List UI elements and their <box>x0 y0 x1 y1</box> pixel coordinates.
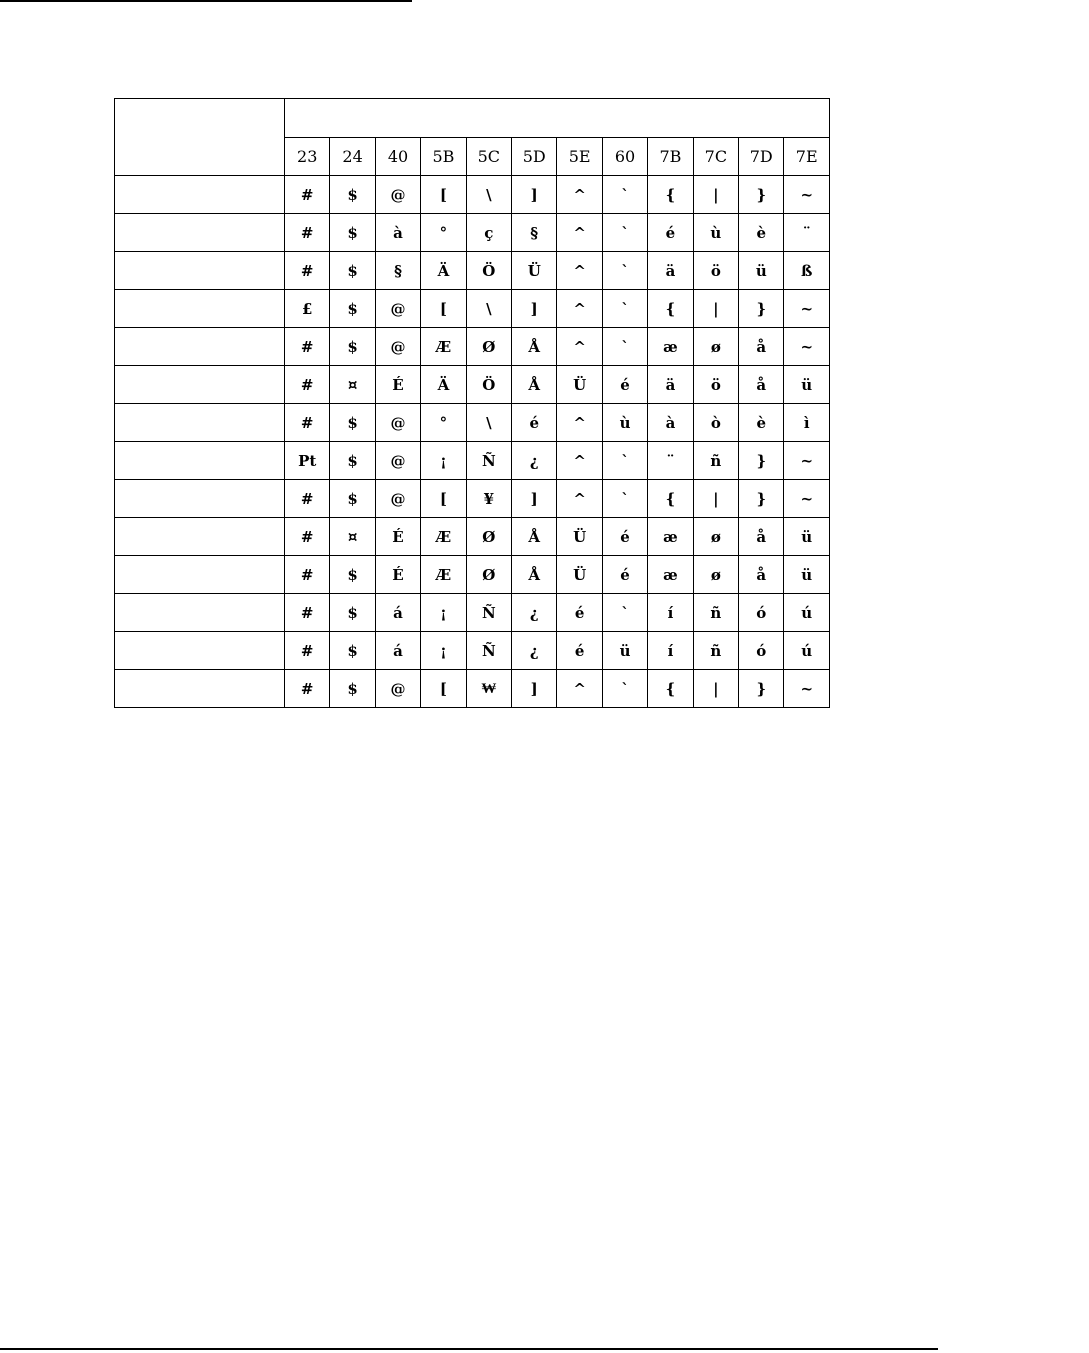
character-cell: ^ <box>557 176 602 214</box>
character-cell: [ <box>421 290 466 328</box>
character-cell: Ü <box>557 366 602 404</box>
country-label-cell <box>115 328 285 366</box>
character-cell: Ñ <box>466 632 511 670</box>
character-cell: é <box>602 366 647 404</box>
character-cell: Å <box>512 556 557 594</box>
character-cell: Ö <box>466 366 511 404</box>
country-label-cell <box>115 632 285 670</box>
character-cell: # <box>285 670 330 708</box>
character-cell: é <box>512 404 557 442</box>
character-cell: } <box>739 176 784 214</box>
character-cell: ü <box>739 252 784 290</box>
bottom-rule <box>0 1348 938 1350</box>
character-cell: ç <box>466 214 511 252</box>
character-cell: | <box>693 670 738 708</box>
character-cell: # <box>285 594 330 632</box>
character-cell: Ü <box>557 556 602 594</box>
character-cell: ö <box>693 366 738 404</box>
character-cell: # <box>285 366 330 404</box>
character-cell: ú <box>784 594 830 632</box>
character-cell: | <box>693 480 738 518</box>
international-character-table <box>114 98 830 708</box>
character-cell: Å <box>512 518 557 556</box>
character-cell: Ö <box>466 252 511 290</box>
character-cell: Æ <box>421 556 466 594</box>
country-label-cell <box>115 252 285 290</box>
country-label-cell <box>115 480 285 518</box>
character-cell: # <box>285 176 330 214</box>
character-cell: } <box>739 442 784 480</box>
character-cell: Ä <box>421 366 466 404</box>
hex-code-header-23: 23 <box>285 138 330 176</box>
table-row <box>115 214 830 252</box>
character-cell: ó <box>739 594 784 632</box>
hex-code-header-7b: 7B <box>648 138 693 176</box>
hex-code-header-7d: 7D <box>739 138 784 176</box>
corner-header-cell <box>115 99 285 176</box>
character-cell: # <box>285 214 330 252</box>
character-cell: ¥ <box>466 480 511 518</box>
character-cell: ^ <box>557 290 602 328</box>
character-cell: { <box>648 480 693 518</box>
character-cell: # <box>285 518 330 556</box>
character-cell: Ø <box>466 328 511 366</box>
character-cell: $ <box>330 328 375 366</box>
character-cell: à <box>648 404 693 442</box>
hex-code-header-5b: 5B <box>421 138 466 176</box>
character-cell: ¤ <box>330 366 375 404</box>
character-cell: ] <box>512 290 557 328</box>
character-cell: $ <box>330 290 375 328</box>
table-row <box>115 632 830 670</box>
character-cell: ù <box>602 404 647 442</box>
hex-code-header-5c: 5C <box>466 138 511 176</box>
hex-code-header-5e: 5E <box>557 138 602 176</box>
character-cell: ` <box>602 176 647 214</box>
character-cell: # <box>285 480 330 518</box>
character-cell: ò <box>693 404 738 442</box>
character-cell: ì <box>784 404 830 442</box>
character-cell: ~ <box>784 290 830 328</box>
character-cell: Ü <box>557 518 602 556</box>
character-cell: ` <box>602 480 647 518</box>
country-label-cell <box>115 214 285 252</box>
character-cell: ø <box>693 328 738 366</box>
character-cell: ` <box>602 214 647 252</box>
character-cell: å <box>739 518 784 556</box>
character-cell: ñ <box>693 594 738 632</box>
character-cell: ~ <box>784 176 830 214</box>
table-row <box>115 556 830 594</box>
character-cell: # <box>285 404 330 442</box>
character-cell: @ <box>375 404 420 442</box>
table-row <box>115 366 830 404</box>
hex-code-header-60: 60 <box>602 138 647 176</box>
character-cell: É <box>375 366 420 404</box>
character-cell: ^ <box>557 670 602 708</box>
table-row <box>115 480 830 518</box>
character-cell: æ <box>648 518 693 556</box>
character-cell: @ <box>375 176 420 214</box>
character-cell: ö <box>693 252 738 290</box>
character-cell: Ø <box>466 518 511 556</box>
character-cell: ` <box>602 290 647 328</box>
character-cell: ] <box>512 480 557 518</box>
character-cell: ^ <box>557 214 602 252</box>
character-cell: # <box>285 556 330 594</box>
character-cell: è <box>739 214 784 252</box>
character-cell: é <box>602 556 647 594</box>
country-label-cell <box>115 670 285 708</box>
character-cell: ¡ <box>421 594 466 632</box>
character-cell: ` <box>602 594 647 632</box>
character-cell: $ <box>330 632 375 670</box>
character-cell: å <box>739 328 784 366</box>
character-cell: ¨ <box>648 442 693 480</box>
character-cell: § <box>375 252 420 290</box>
character-cell: [ <box>421 670 466 708</box>
character-cell: ¡ <box>421 442 466 480</box>
character-cell: ú <box>784 632 830 670</box>
character-cell: ó <box>739 632 784 670</box>
table-row <box>115 252 830 290</box>
character-cell: £ <box>285 290 330 328</box>
character-cell: Ñ <box>466 594 511 632</box>
country-label-cell <box>115 442 285 480</box>
character-cell: ~ <box>784 480 830 518</box>
character-cell: $ <box>330 670 375 708</box>
character-cell: @ <box>375 290 420 328</box>
table-row <box>115 290 830 328</box>
character-cell: $ <box>330 214 375 252</box>
character-cell: É <box>375 556 420 594</box>
character-cell: í <box>648 594 693 632</box>
character-cell: ñ <box>693 442 738 480</box>
hex-code-header-40: 40 <box>375 138 420 176</box>
character-cell: ^ <box>557 480 602 518</box>
character-cell: Ø <box>466 556 511 594</box>
character-cell: é <box>557 632 602 670</box>
character-cell: ^ <box>557 252 602 290</box>
character-cell: å <box>739 556 784 594</box>
table-row <box>115 518 830 556</box>
character-cell: å <box>739 366 784 404</box>
character-cell: $ <box>330 480 375 518</box>
hex-code-header-24: 24 <box>330 138 375 176</box>
character-cell: @ <box>375 328 420 366</box>
character-cell: § <box>512 214 557 252</box>
character-cell: Å <box>512 328 557 366</box>
character-cell: ` <box>602 328 647 366</box>
character-cell: Å <box>512 366 557 404</box>
table-row <box>115 176 830 214</box>
country-label-cell <box>115 556 285 594</box>
character-cell: @ <box>375 480 420 518</box>
character-cell: é <box>602 518 647 556</box>
character-cell: ü <box>784 518 830 556</box>
character-cell: É <box>375 518 420 556</box>
table-row <box>115 328 830 366</box>
country-label-cell <box>115 594 285 632</box>
character-cell: } <box>739 670 784 708</box>
character-cell: # <box>285 632 330 670</box>
character-cell: Ñ <box>466 442 511 480</box>
character-cell: í <box>648 632 693 670</box>
character-cell: Æ <box>421 518 466 556</box>
character-cell: è <box>739 404 784 442</box>
character-cell: ^ <box>557 404 602 442</box>
character-cell: $ <box>330 404 375 442</box>
character-cell: ü <box>602 632 647 670</box>
table-row <box>115 594 830 632</box>
character-cell: ¿ <box>512 442 557 480</box>
character-cell: æ <box>648 556 693 594</box>
character-cell: Ü <box>512 252 557 290</box>
character-cell: ø <box>693 518 738 556</box>
character-cell: } <box>739 480 784 518</box>
character-cell: ä <box>648 366 693 404</box>
country-label-cell <box>115 518 285 556</box>
character-cell: \ <box>466 176 511 214</box>
character-cell: ß <box>784 252 830 290</box>
character-cell: | <box>693 176 738 214</box>
character-cell: ñ <box>693 632 738 670</box>
character-cell: æ <box>648 328 693 366</box>
character-cell: [ <box>421 480 466 518</box>
character-cell: ~ <box>784 442 830 480</box>
character-cell: ü <box>784 556 830 594</box>
character-cell: } <box>739 290 784 328</box>
character-cell: $ <box>330 556 375 594</box>
country-label-cell <box>115 176 285 214</box>
character-cell: $ <box>330 442 375 480</box>
character-cell: # <box>285 252 330 290</box>
character-cell: ` <box>602 670 647 708</box>
character-cell: ^ <box>557 328 602 366</box>
table-body <box>115 176 830 708</box>
character-cell: é <box>557 594 602 632</box>
character-cell: ^ <box>557 442 602 480</box>
character-cell: ~ <box>784 670 830 708</box>
character-cell: ] <box>512 176 557 214</box>
character-cell: á <box>375 632 420 670</box>
character-cell: $ <box>330 176 375 214</box>
hex-code-header-5d: 5D <box>512 138 557 176</box>
character-cell: á <box>375 594 420 632</box>
character-cell: ä <box>648 252 693 290</box>
group-header-row <box>115 99 830 138</box>
character-cell: { <box>648 290 693 328</box>
character-cell: ¤ <box>330 518 375 556</box>
character-cell: @ <box>375 442 420 480</box>
country-label-cell <box>115 366 285 404</box>
character-cell: ° <box>421 404 466 442</box>
character-cell: | <box>693 290 738 328</box>
character-cell: ù <box>693 214 738 252</box>
group-header-cell <box>285 99 830 138</box>
character-cell: $ <box>330 594 375 632</box>
character-cell: { <box>648 670 693 708</box>
table-row <box>115 442 830 480</box>
hex-code-header-7c: 7C <box>693 138 738 176</box>
character-cell: ` <box>602 252 647 290</box>
character-cell: à <box>375 214 420 252</box>
character-cell: Pt <box>285 442 330 480</box>
character-cell: ` <box>602 442 647 480</box>
character-cell: Ä <box>421 252 466 290</box>
character-cell: [ <box>421 176 466 214</box>
character-cell: ¡ <box>421 632 466 670</box>
character-cell: \ <box>466 290 511 328</box>
table-row <box>115 670 830 708</box>
character-cell: ¨ <box>784 214 830 252</box>
character-cell: # <box>285 328 330 366</box>
character-cell: { <box>648 176 693 214</box>
hex-code-header-7e: 7E <box>784 138 830 176</box>
character-cell: é <box>648 214 693 252</box>
character-cell: ¿ <box>512 632 557 670</box>
character-cell: \ <box>466 404 511 442</box>
character-cell: ° <box>421 214 466 252</box>
character-cell: ü <box>784 366 830 404</box>
character-cell: ] <box>512 670 557 708</box>
character-cell: Æ <box>421 328 466 366</box>
table-row <box>115 404 830 442</box>
character-cell: ø <box>693 556 738 594</box>
character-cell: ₩ <box>466 670 511 708</box>
character-cell: @ <box>375 670 420 708</box>
country-label-cell <box>115 404 285 442</box>
character-cell: $ <box>330 252 375 290</box>
character-cell: ¿ <box>512 594 557 632</box>
character-cell: ~ <box>784 328 830 366</box>
top-rule <box>0 0 412 2</box>
country-label-cell <box>115 290 285 328</box>
